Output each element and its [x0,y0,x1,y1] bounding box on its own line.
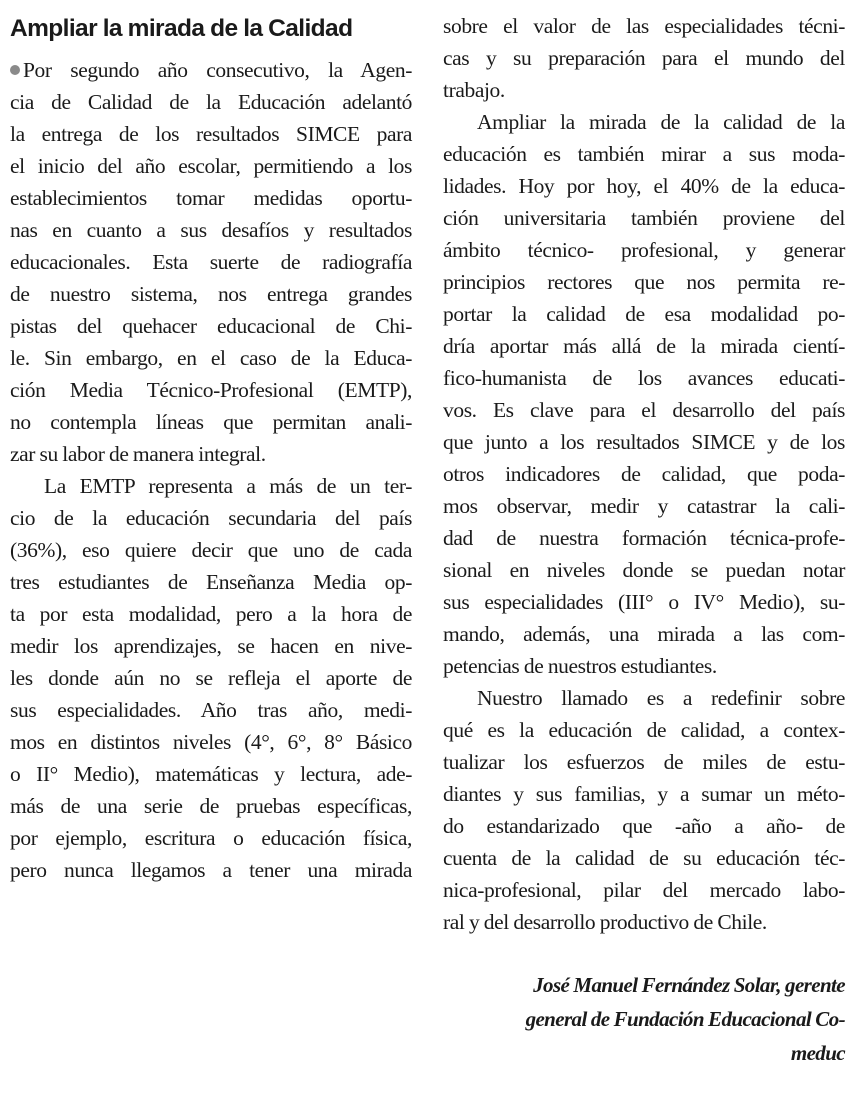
text-line: petencias de nuestros estudiantes. [443,654,717,678]
text-line: sional en niveles donde se puedan notar [443,558,845,582]
text-line: dad de nuestra formación técnica-profe- [443,526,845,550]
paragraph-4 [443,682,845,938]
text-line: establecimientos tomar medidas oportu- [10,186,412,210]
paragraph-3 [443,106,845,682]
text-line: ámbito técnico- profesional, y generar [443,238,845,262]
text-line: ta por esta modalidad, pero a la hora de [10,602,412,626]
text-line: sus especialidades (III° o IV° Medio), su- [443,590,845,614]
text-line: le. Sin embargo, en el caso de la Educa- [10,346,412,370]
text-line: dría aportar más allá de la mirada cientí- [443,334,845,358]
text-line: do estandarizado que -año a año- de [443,814,845,838]
paragraph-2 [10,470,412,886]
text-line: o II° Medio), matemáticas y lectura, ade- [10,762,412,786]
text-line: cia de Calidad de la Educación adelantó [10,90,412,114]
text-line: nica-profesional, pilar del mercado labo- [443,878,845,902]
text-line: pistas del quehacer educacional de Chi- [10,314,412,338]
text-line: mos observar, medir y catastrar la cali- [443,494,845,518]
text-line: educacionales. Esta suerte de radiografía [10,250,412,274]
text-line: qué es la educación de calidad, a contex- [443,718,845,742]
text-line: ral y del desarrollo productivo de Chile. [443,910,767,934]
text-line: de nuestro sistema, nos entrega grandes [10,282,412,306]
signature-line: José Manuel Fernández Solar, gerente [533,973,845,997]
left-column [10,10,412,886]
text-line: más de una serie de pruebas específicas, [10,794,412,818]
headline: Ampliar la mirada de la Calidad [10,15,353,42]
text-line: zar su labor de manera integral. [10,442,266,466]
text-line: diantes y sus familias, y a sumar un méto- [443,782,845,806]
right-column [443,10,845,1070]
text-line: pero nunca llegamos a tener una mirada [10,858,412,882]
paragraph-2-continued [443,10,845,106]
text-line: ción universitaria también proviene del [443,206,845,230]
text-line: cas y su preparación para el mundo del [443,46,845,70]
text-line: sus especialidades. Año tras año, medi- [10,698,412,722]
text-line: fico-humanista de los avances educati- [443,366,845,390]
text-line: trabajo. [443,78,505,102]
text-line: tualizar los esfuerzos de miles de estu- [443,750,845,774]
text-line: lidades. Hoy por hoy, el 40% de la educa- [443,174,845,198]
text-line: Por segundo año consecutivo, la Agen- [10,54,412,86]
signature-line: general de Fundación Educacional Co- [525,1007,845,1031]
text-line: sobre el valor de las especialidades técni- [443,14,845,38]
text-line: el inicio del año escolar, permitiendo a los [10,154,412,178]
text-line: vos. Es clave para el desarrollo del país [443,398,845,422]
text-line: que junto a los resultados SIMCE y de los [443,430,845,454]
signature-line: meduc [790,1041,845,1065]
text-line: mos en distintos niveles (4°, 6°, 8° Básico [10,730,412,754]
text-line: nas en cuanto a sus desafíos y resultados [10,218,412,242]
text-line: portar la calidad de esa modalidad po- [443,302,845,326]
author-signature [443,968,845,1070]
text-line: les donde aún no se refleja el aporte de [10,666,412,690]
text-line: la entrega de los resultados SIMCE para [10,122,412,146]
text-line: cuenta de la calidad de su educación téc- [443,846,845,870]
text-line: cio de la educación secundaria del país [10,506,412,530]
bullet-dot-icon [10,65,20,75]
text-line: La EMTP representa a más de un ter- [44,474,412,498]
text-line: educación es también mirar a sus moda- [443,142,845,166]
text-line: principios rectores que nos permita re- [443,270,845,294]
text-line: Nuestro llamado es a redefinir sobre [477,686,845,710]
text-line: ción Media Técnico-Profesional (EMTP), [10,378,412,402]
text-line: no contempla líneas que permitan anali- [10,410,412,434]
text-line: (36%), eso quiere decir que uno de cada [10,538,412,562]
text-line: por ejemplo, escritura o educación física, [10,826,412,850]
paragraph-1 [10,54,412,470]
text-line: mando, además, una mirada a las com- [443,622,845,646]
text-line: medir los aprendizajes, se hacen en nive- [10,634,412,658]
text-line: Ampliar la mirada de la calidad de la [477,110,845,134]
text-line: otros indicadores de calidad, que poda- [443,462,845,486]
text-line: tres estudiantes de Enseñanza Media op- [10,570,412,594]
